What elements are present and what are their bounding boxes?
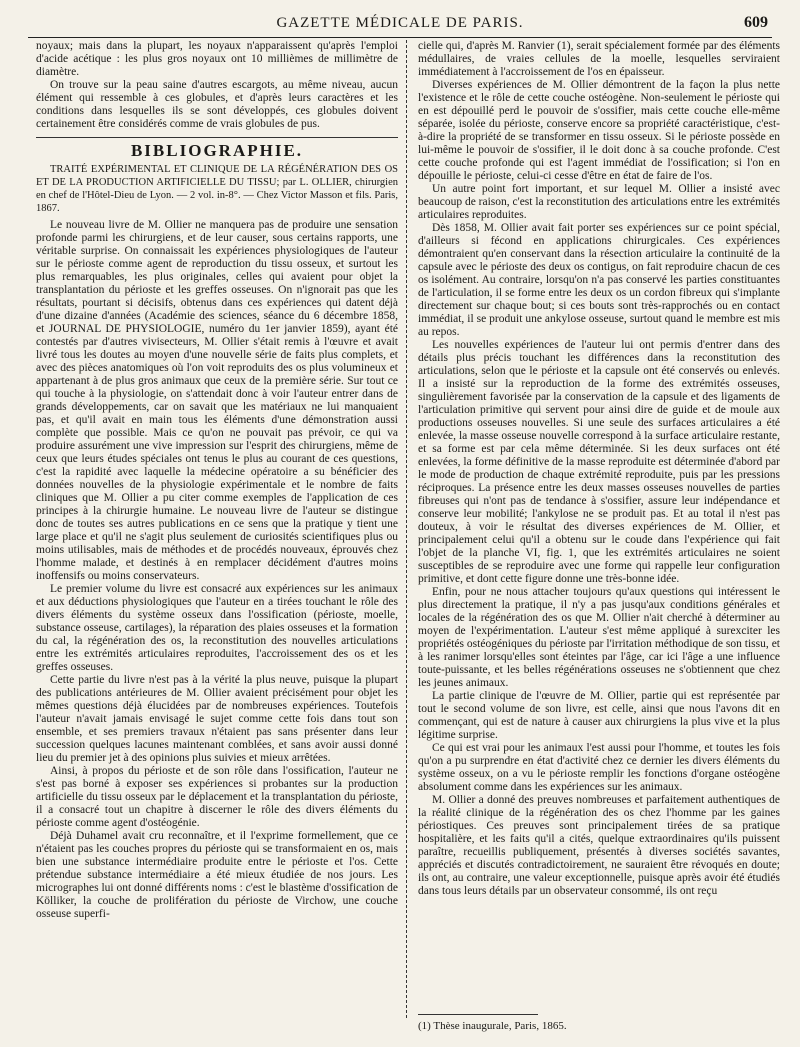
intro-paragraph: noyaux; mais dans la plupart, les noyaux n'apparaissent qu'après l'emploi d'acide acétique : les plus gros noyaux ont 10 millièmes de millimètre de diamètre.: [36, 40, 398, 78]
body-paragraph: Un autre point fort important, et sur lequel M. Ollier a insisté avec beaucoup de raison, c'est la reconstitution des articulations entre les extrémités articulaires reproduites.: [418, 183, 780, 221]
body-paragraph: Les nouvelles expériences de l'auteur lui ont permis d'entrer dans des détails plus précis touchant les différences dans la reconstitution des articulations, selon que le périoste et la capsule ont été conservés ou enlevés. Il a insisté sur la reproduction de la forme des extrémités osseuses, singulièrement favorisée par la conservation de la capsule et des ligaments de l'articulation primitive qui servent pour ainsi dire de guide et de moule aux productions osseuses nouvelles. Si une seule des surfaces articulaires a été enlevée, la masse osseuse nouvelle correspond à la surface articulaire restante, et sa forme est par cela même déterminée. Si les deux surfaces ont été enlevées, la forme définitive de la masse reproduite est déterminée d'abord par le mode de production de chaque extrémité reproduite, puis par les pressions réciproques. La présence entre les deux masses osseuses nouvelles de parties fibreuses qui n'ont pas de tendance à s'ossifier, assure leur indépendance et conserve leur mobilité; l'ankylose ne se produit pas. Et au total il n'est pas douteux, à voir le résultat des diverses expériences de M. Ollier, et principalement celui qu'il a obtenu sur le coude dans l'expérience qui fait l'objet de la planche VI, fig. 1, que les extrémités articulaires ne soient susceptibles de se reproduire avec une forme qui rappelle leur configuration primitive, et dont cette figure donne une très-bonne idée.: [418, 339, 780, 585]
body-paragraph: Diverses expériences de M. Ollier démontrent de la façon la plus nette l'existence et le rôle de cette couche ostéogène. Non-seulement le périoste qui en est dépouillé perd le pouvoir de s'ossifier, mais cette couche elle-même séparée, isolée du périoste, conserve encore sa propriété caractéristique, c'est-à-dire la propriété de se transformer en tissu osseux. Si le périoste possède en lui-même le pouvoir de s'ossifier, il le doit donc à sa couche profonde. C'est cette couche profonde qui est l'agent immédiat de l'ossification; si l'on en dépouille le périoste, celui-ci cesse d'être en état de faire de l'os.: [418, 79, 780, 182]
body-paragraph: Ce qui est vrai pour les animaux l'est aussi pour l'homme, et toutes les fois qu'on a pu surprendre en état d'activité chez ce dernier les divers éléments du système osseux, on a vu le périoste remplir les fonctions d'organe ostéogène absolument comme dans les expériences sur les animaux.: [418, 742, 780, 793]
footnote-rule: [418, 1014, 538, 1015]
intro-paragraph: On trouve sur la peau saine d'autres escargots, au même niveau, aucun élément qui ressemble à ces globules, et d'après leurs caractères et les conditions dans lesquelles ils se sont développés, ces globules doivent certainement être considérés comme de vrais globules de pus.: [36, 79, 398, 130]
body-paragraph: Le premier volume du livre est consacré aux expériences sur les animaux et aux déductions physiologiques que l'auteur en a tirées touchant le rôle des divers éléments du système osseux dans l'ossification (périoste, moelle, substance osseuse, cartilages), la réparation des plaies osseuses et la formation du cal, la régénération des os, la reconstitution des nouvelles articulations entre les extrémités articulaires reproduites, l'accroissement des os et les greffes osseuses.: [36, 583, 398, 673]
page-number: 609: [744, 14, 768, 31]
body-paragraph: Ainsi, à propos du périoste et de son rôle dans l'ossification, l'auteur ne s'est pas borné à exposer ses expériences si probantes sur la production artificielle du tissu osseux par le déplacement et la transplantation du périoste, il a consacré tout un chapitre à discerner le rôle des divers éléments du périoste comme agent d'ostéogénie.: [36, 765, 398, 829]
header-rule: [28, 37, 772, 38]
journal-title: GAZETTE MÉDICALE DE PARIS.: [276, 15, 524, 31]
body-paragraph: cielle qui, d'après M. Ranvier (1), serait spécialement formée par des éléments médullaires, de vraies cellules de la moelle, lesquelles serviraient immédiatement à l'accroissement de l'os en épaisseur.: [418, 40, 780, 78]
book-reference: TRAITÉ EXPÉRIMENTAL ET CLINIQUE DE LA RÉGÉNÉRATION DES OS ET DE LA PRODUCTION ARTIFICIELLE DU TISSU; par L. OLLIER, chirurgien en chef de l'Hôtel-Dieu de Lyon. — 2 vol. in-8°. — Chez Victor Masson et fils. Paris, 1867.: [36, 164, 398, 214]
section-title: BIBLIOGRAPHIE.: [130, 141, 304, 160]
body-paragraph: Enfin, pour ne nous attacher toujours qu'aux questions qui intéressent le plus directement la pratique, il n'y a pas jusqu'aux conditions générales et locales de la régénération des os que M. Ollier n'ait cherché à déterminer au moyen de l'expérimentation. L'auteur s'est même appliqué à surexciter les propriétés ostéogéniques du périoste par l'irritation méthodique de son tissu, et à les ranimer lorsqu'elles sont éteintes par l'âge, car ici l'âge a une influence toute-puissante, et les belles régénérations osseuses ne s'obtiennent que chez les jeunes animaux.: [418, 586, 780, 689]
body-paragraph: Dès 1858, M. Ollier avait fait porter ses expériences sur ce point spécial, d'ailleurs si fécond en applications chirurgicales. Ces expériences démontraient qu'en conservant dans la résection articulaire la continuité de la capsule avec le périoste des deux os contigus, on fait reproduire chacun de ces os isolément. Au contraire, lorsqu'on n'a pas conservé les parties constituantes de l'articulation, il se forme entre les deux os un cordon fibreux qui s'implante directement sur chaque bout; si ces bouts sont très-rapprochés ou en contact immédiat, il se produit une ankylose osseuse, surtout quand le membre est mis au repos.: [418, 222, 780, 338]
body-paragraph: Déjà Duhamel avait cru reconnaître, et il l'exprime formellement, que ce n'étaient pas les couches propres du périoste qui se transformaient en os, mais bien une substance intermédiaire produite entre le périoste et l'os. Cette prétendue substance intermédiaire a été mieux étudiée de nos jours. Les micrographes lui ont donné différents noms : c'est le blastème d'ossification de Kölliker, la couche de prolifération du périoste de Virchow, une couche osseuse superfi-: [36, 830, 398, 920]
body-paragraph: Le nouveau livre de M. Ollier ne manquera pas de produire une sensation profonde parmi les chirurgiens, et de leur causer, sous certains rapports, une véritable surprise. On connaissait les expériences physiologiques de l'auteur sur le périoste comme agent de reproduction du tissu osseux, et surtout les plus remarquables, les plus originales, celles qui avaient pour objet la transplantation du périoste et les greffes osseuses. On n'ignorait pas que les résultats, pourtant si décisifs, obtenus dans ces expériences qui datent déjà d'une dizaine d'années (Académie des sciences, séance du 6 décembre 1858, et JOURNAL DE PHYSIOLOGIE, numéro du 1er janvier 1859), ayant été contestés par d'autres vivisecteurs, M. Ollier s'était remis à l'œuvre et avait livré tous les doutes au moyen d'une nouvelle série de faits plus complets, et avec des pièces anatomiques où l'on voit reproduits des os plus volumineux et appartenant à de plus gros animaux que ceux de la première série. Sur tout ce qui touche à la physiologie, on s'attendait donc à voir l'auteur entrer dans de grands développements, car on savait que les matériaux ne lui manquaient pas, et qu'il avait en main tous les éléments d'une démonstration aussi complète que possible. Mais ce qu'on ne pouvait pas prévoir, ce qui va produire assurément une vive impression sur l'esprit des chirurgiens, même de ceux que leurs études spéciales ont tenus le plus au courant de ces questions, c'est la rapidité avec laquelle la médecine opératoire a su bénéficier des données nouvelles de la physiologie expérimentale et le nombre de faits cliniques que M. Ollier a pu citer comme exemples de l'application de ces principes à la chirurgie humaine. Le nouveau livre de l'auteur se distingue donc de toutes ses autres publications en ce sens que la pratique y tient une large place et qu'il ne s'agit plus seulement de curiosités scientifiques plus ou moins utilisables, mais de méthodes et de procédés nouveaux, éprouvés chez l'homme malade, et destinés à en remplacer décidément d'autres moins inoffensifs ou moins conservateurs.: [36, 219, 398, 582]
left-column: [36, 40, 398, 921]
section-rule: [36, 137, 398, 138]
body-paragraph: La partie clinique de l'œuvre de M. Ollier, partie qui est représentée par tout le second volume de son livre, est celle, ainsi que nous l'avons dit en commençant, qui est de nature à causer aux chirurgiens la plus vive et la plus légitime surprise.: [418, 690, 780, 741]
body-paragraph: M. Ollier a donné des preuves nombreuses et parfaitement authentiques de la réalité clinique de la régénération des os chez l'homme par les gaines périostiques. Ces preuves sont principalement tirées de sa pratique hospitalière, et les faits qu'il a cités, quelque extraordinaires qu'ils puissent paraître, recueillis publiquement, présentés à diverses sociétés savantes, appréciés et discutés contradictoirement, ne sauraient être révoqués en doute; ils ont, au contraire, une valeur exceptionnelle, puisque après avoir été étudiés dans tous leurs détails par un observateur consommé, ils ont reçu: [418, 794, 780, 897]
column-divider: [406, 40, 407, 1018]
body-paragraph: Cette partie du livre n'est pas à la vérité la plus neuve, puisque la plupart des publications antérieures de M. Ollier avaient précisément pour objet les mêmes questions déjà élucidées par de nombreuses expériences. Toutefois l'auteur n'avait jamais envisagé le sujet comme cette fois dans tout son ensemble, et ses premiers travaux n'étaient pas sans présenter dans leur succession quelques lacunes maintenant comblées, et sans avoir aussi donné lieu du premier jet à des opinions plus suivies et mieux arrêtées.: [36, 674, 398, 764]
page-header: [28, 12, 772, 38]
right-column: [418, 40, 780, 898]
footnote: (1) Thèse inaugurale, Paris, 1865.: [418, 1020, 567, 1032]
